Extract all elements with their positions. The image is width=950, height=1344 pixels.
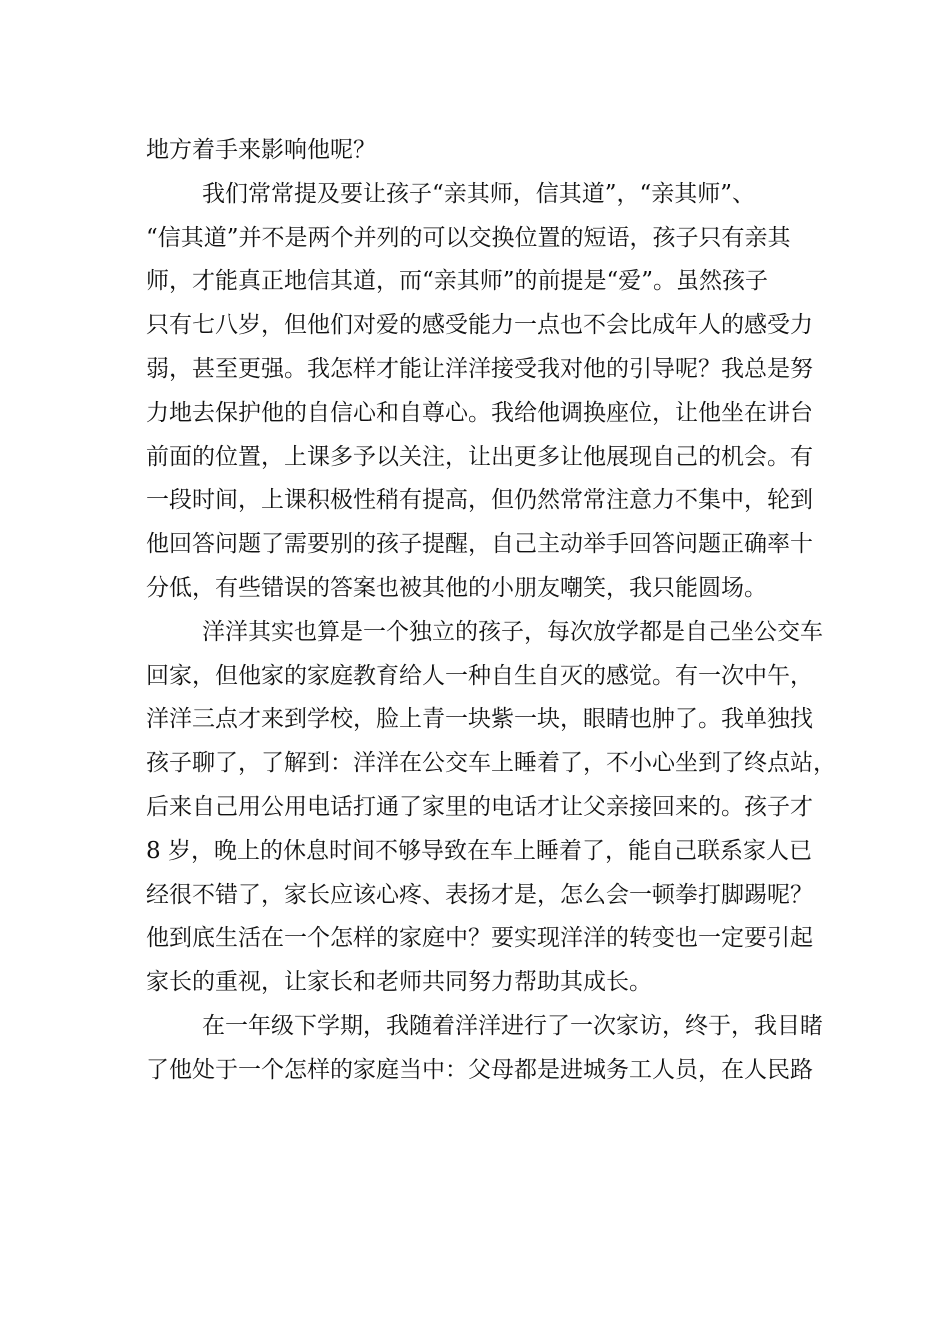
text-line: 我们常常提及要让孩子“亲其师，信其道”，“亲其师”、 <box>202 180 756 207</box>
text-line: 力地去保护他的自信心和自尊心。我给他调换座位，让他坐在讲台 <box>146 399 813 426</box>
text-line: 后来自己用公用电话打通了家里的电话才让父亲接回来的。孩子才 <box>146 793 813 820</box>
text-line: 师，才能真正地信其道，而“亲其师”的前提是“爱”。虽然孩子 <box>146 268 769 295</box>
text-line: “信其道”并不是两个并列的可以交换位置的短语，孩子只有亲其 <box>146 224 791 251</box>
text-line: 一段时间，上课积极性稍有提高，但仍然常常注意力不集中，轮到 <box>146 487 813 514</box>
text-line: 他到底生活在一个怎样的家庭中？要实现洋洋的转变也一定要引起 <box>146 925 813 952</box>
text-line: 地方着手来影响他呢？ <box>146 137 376 163</box>
text-line: 前面的位置，上课多予以关注，让出更多让他展现自己的机会。有 <box>146 443 813 470</box>
text-line: 只有七八岁，但他们对爱的感受能力一点也不会比成年人的感受力 <box>146 312 813 339</box>
text-line: 洋洋其实也算是一个独立的孩子，每次放学都是自己坐公交车 <box>202 618 823 645</box>
text-line: 洋洋三点才来到学校，脸上青一块紫一块，眼睛也肿了。我单独找 <box>146 706 813 733</box>
text-line: 在一年级下学期，我随着洋洋进行了一次家访，终于，我目睹 <box>202 1012 823 1039</box>
text-line: 8 岁，晚上的休息时间不够导致在车上睡着了，能自己联系家人已 <box>146 837 812 864</box>
text-line: 弱，甚至更强。我怎样才能让洋洋接受我对他的引导呢？我总是努 <box>146 355 813 382</box>
text-line: 了他处于一个怎样的家庭当中：父母都是进城务工人员，在人民路 <box>146 1056 813 1083</box>
text-line: 回家，但他家的家庭教育给人一种自生自灭的感觉。有一次中午， <box>146 662 813 689</box>
text-line: 家长的重视，让家长和老师共同努力帮助其成长。 <box>146 969 652 996</box>
text-line: 经很不错了，家长应该心疼、表扬才是，怎么会一顿拳打脚踢呢？ <box>146 881 813 908</box>
text-line: 孩子聊了，了解到：洋洋在公交车上睡着了，不小心坐到了终点站， <box>146 750 836 777</box>
body-text <box>146 129 836 1093</box>
text-line: 分低，有些错误的答案也被其他的小朋友嘲笑，我只能圆场。 <box>146 574 767 601</box>
text-line: 他回答问题了需要别的孩子提醒，自己主动举手回答问题正确率十 <box>146 531 813 558</box>
